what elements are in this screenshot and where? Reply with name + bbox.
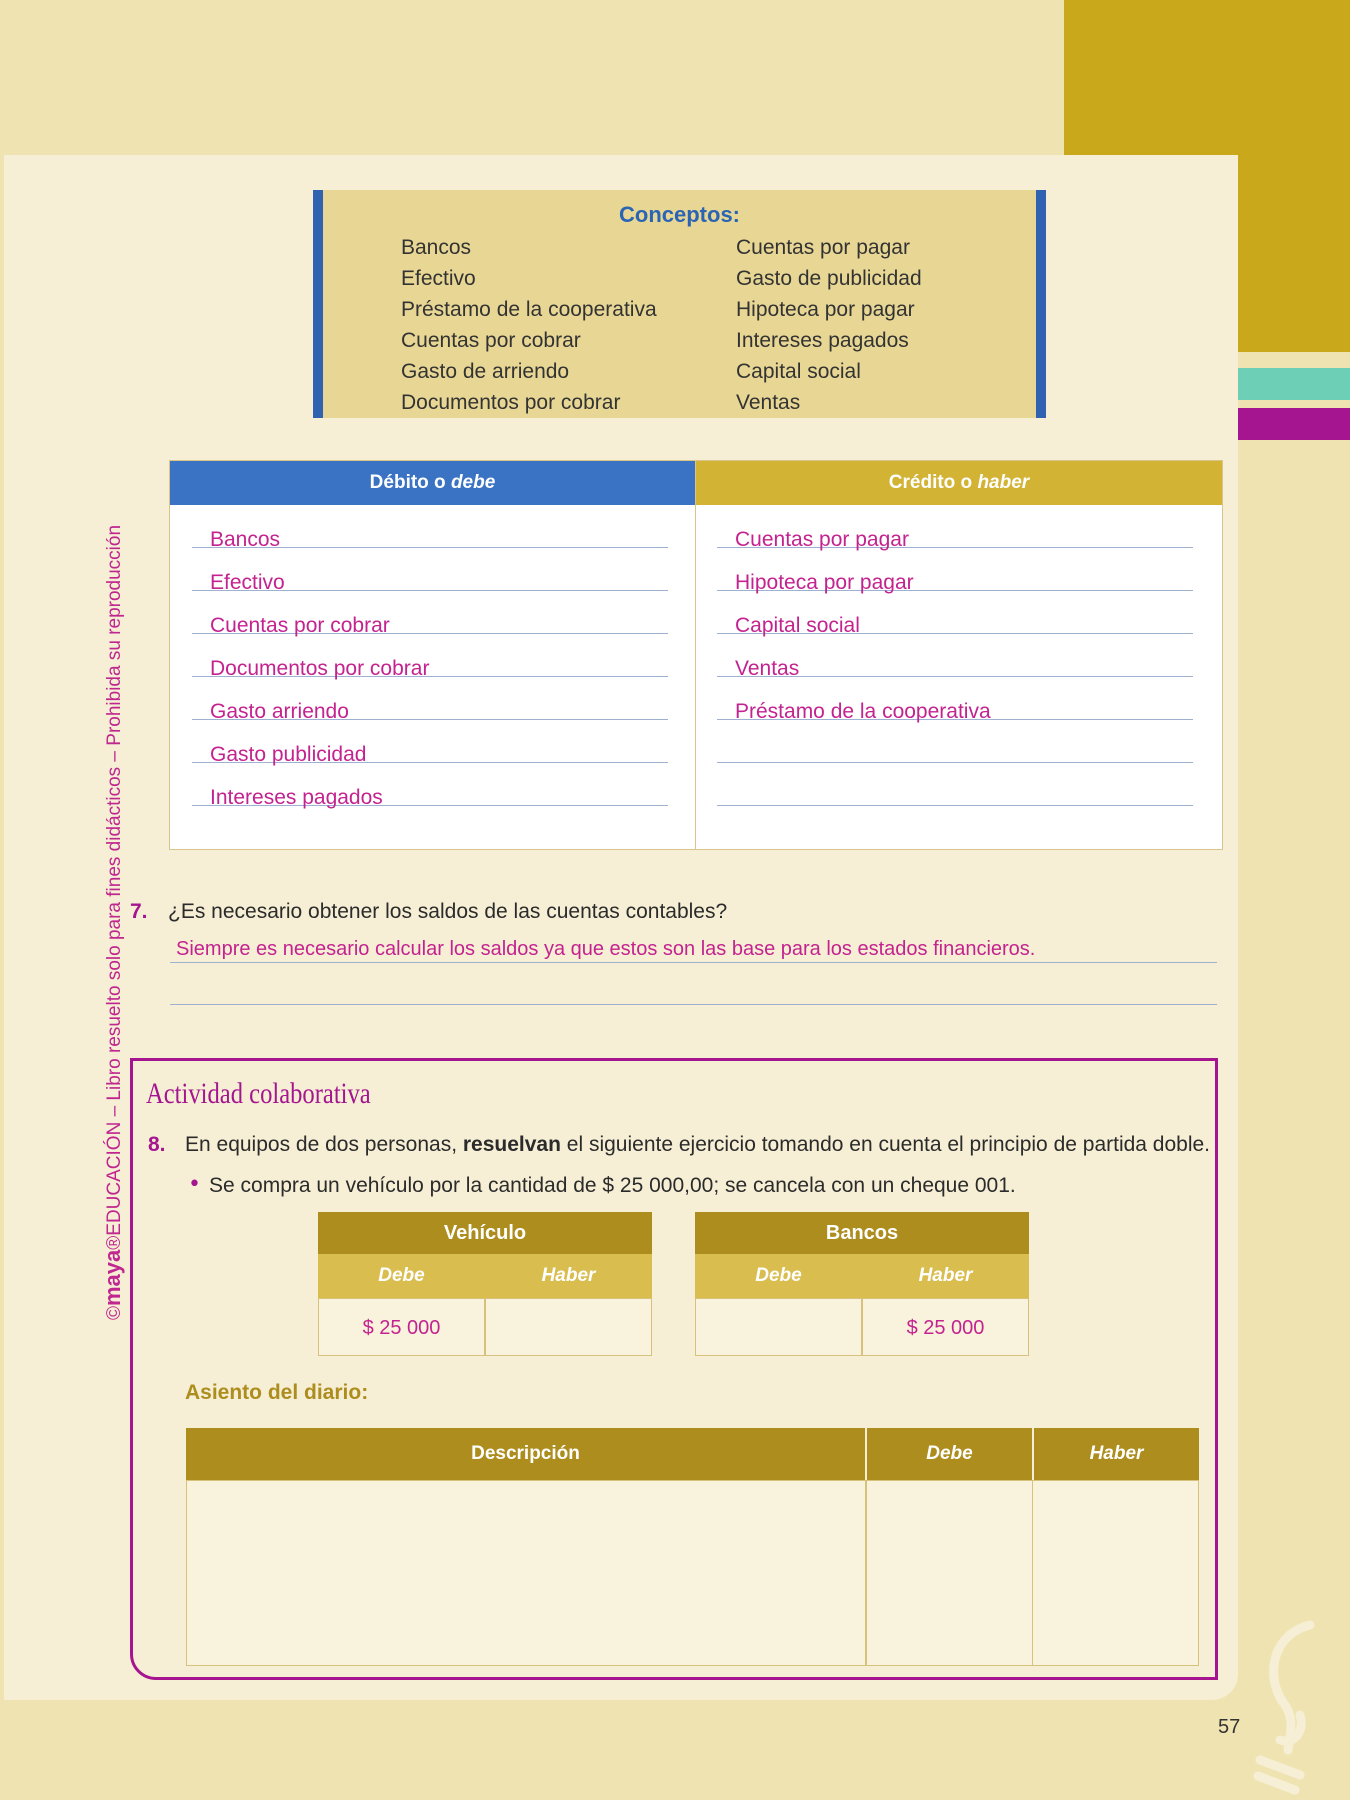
- t-account-title: Vehículo: [318, 1212, 652, 1254]
- journal-label: Asiento del diario:: [185, 1381, 369, 1404]
- t-account-title: Bancos: [695, 1212, 1029, 1254]
- concept-item: Gasto de publicidad: [736, 267, 922, 290]
- question-text: En equipos de dos personas, resuelvan el siguiente ejercicio tomando en cuenta el principio de partida doble.: [185, 1133, 1211, 1156]
- concept-item: Efectivo: [401, 267, 476, 290]
- journal-haber-cell[interactable]: [1032, 1480, 1199, 1666]
- haber-cell[interactable]: [485, 1298, 652, 1356]
- answer-line-blank[interactable]: [170, 980, 1217, 1005]
- concepts-title: Conceptos:: [619, 202, 740, 227]
- answer-line[interactable]: Bancos: [192, 505, 668, 548]
- question-text: ¿Es necesario obtener los saldos de las cuentas contables?: [168, 900, 728, 923]
- haber-cell[interactable]: $ 25 000: [862, 1298, 1029, 1356]
- concept-item: Ventas: [736, 391, 801, 414]
- journal-description-cell[interactable]: [186, 1480, 866, 1666]
- answer-line[interactable]: Cuentas por cobrar: [192, 591, 668, 634]
- credit-header: Crédito o haber: [696, 461, 1222, 505]
- debe-label: Debe: [318, 1254, 485, 1298]
- page-number: 57: [1218, 1716, 1241, 1738]
- journal-debe-cell[interactable]: [866, 1480, 1033, 1666]
- maya-logo: maya: [100, 1249, 125, 1306]
- haber-label: Haber: [485, 1254, 652, 1298]
- answer-line[interactable]: Gasto arriendo: [192, 677, 668, 720]
- lightbulb-icon: [1250, 1610, 1350, 1800]
- concept-item: Cuentas por pagar: [736, 236, 910, 259]
- bullet-icon: •: [188, 1172, 201, 1197]
- answer-line[interactable]: Efectivo: [192, 548, 668, 591]
- journal-table: [186, 1428, 1199, 1666]
- concepts-box: [313, 190, 1046, 418]
- concept-item: Intereses pagados: [736, 329, 909, 352]
- decorative-teal-strip: [1238, 368, 1350, 400]
- concept-item: Bancos: [401, 236, 472, 259]
- journal-header-description: Descripción: [186, 1428, 865, 1480]
- answer-line[interactable]: Préstamo de la cooperativa: [717, 677, 1193, 720]
- answer-line[interactable]: Documentos por cobrar: [192, 634, 668, 677]
- debe-label: Debe: [695, 1254, 862, 1298]
- concept-item: Documentos por cobrar: [401, 391, 621, 414]
- concept-item: Capital social: [736, 360, 861, 383]
- debit-credit-table: [169, 460, 1223, 850]
- question-number: 7.: [130, 900, 148, 923]
- concept-item: Gasto de arriendo: [401, 360, 570, 383]
- answer-line[interactable]: Gasto publicidad: [192, 720, 668, 763]
- answer-line[interactable]: [170, 938, 1217, 963]
- answer-text: Siempre es necesario calcular los saldos ya que estos son las base para los estados financieros.: [176, 938, 1036, 960]
- collaborative-activity-box: [130, 1058, 1218, 1680]
- question-number: 8.: [148, 1133, 166, 1156]
- answer-line[interactable]: Capital social: [717, 591, 1193, 634]
- concepts-left-column: [401, 232, 657, 418]
- answer-line[interactable]: Ventas: [717, 634, 1193, 677]
- t-account-bancos: [695, 1212, 1029, 1358]
- haber-label: Haber: [862, 1254, 1029, 1298]
- activity-title: Actividad colaborativa: [146, 1077, 371, 1110]
- concept-item: Préstamo de la cooperativa: [401, 298, 657, 321]
- exercise-statement: Se compra un vehículo por la cantidad de $ 25 000,00; se cancela con un cheque 001.: [209, 1174, 1016, 1197]
- column-divider: [695, 461, 696, 849]
- answer-line[interactable]: Hipoteca por pagar: [717, 548, 1193, 591]
- concepts-right-column: [736, 232, 922, 418]
- debe-cell[interactable]: [695, 1298, 862, 1356]
- answer-line[interactable]: [717, 763, 1193, 806]
- answer-line[interactable]: Cuentas por pagar: [717, 505, 1193, 548]
- credit-column: [717, 505, 1193, 806]
- decorative-magenta-strip: [1238, 408, 1350, 440]
- answer-line[interactable]: Intereses pagados: [192, 763, 668, 806]
- t-account-vehiculo: [318, 1212, 652, 1358]
- debit-header: Débito o debe: [170, 461, 695, 505]
- journal-header-debe: Debe: [867, 1428, 1032, 1480]
- debit-column: [192, 505, 668, 809]
- debe-cell[interactable]: $ 25 000: [318, 1298, 485, 1356]
- journal-header-haber: Haber: [1034, 1428, 1199, 1480]
- concept-item: Hipoteca por pagar: [736, 298, 915, 321]
- copyright-notice: ©maya®EDUCACIÓN – Libro resuelto solo para fines didácticos – Prohibida su reproducción: [100, 524, 125, 1320]
- answer-line[interactable]: [717, 720, 1193, 763]
- concept-item: Cuentas por cobrar: [401, 329, 581, 352]
